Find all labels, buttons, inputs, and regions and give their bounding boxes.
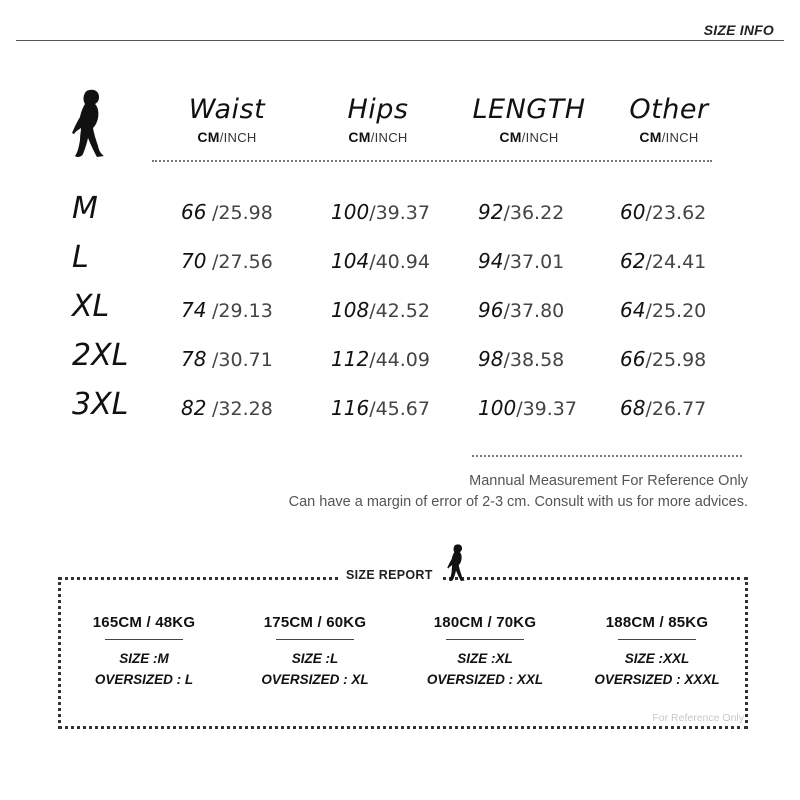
column-name: LENGTH xyxy=(472,94,586,125)
report-oversized: OVERSIZED : XL xyxy=(261,672,369,687)
cell-2xl-waist: 78 /30.71 xyxy=(181,347,273,371)
report-measurement: 188CM / 85KG xyxy=(605,614,709,631)
column-header-waist xyxy=(152,94,302,145)
cell-3xl-waist: 82 /32.28 xyxy=(181,396,273,420)
column-header-other xyxy=(594,94,744,145)
cell-2xl-length: 98/38.58 xyxy=(478,347,565,371)
column-name: Hips xyxy=(347,94,409,125)
column-unit: CM/INCH xyxy=(639,129,699,145)
report-item-divider xyxy=(446,639,524,640)
report-measurement: 180CM / 70KG xyxy=(433,614,537,631)
page-title: SIZE INFO xyxy=(703,22,774,38)
size-label-l: L xyxy=(72,240,89,275)
report-measurement: 175CM / 60KG xyxy=(263,614,367,631)
column-name: Other xyxy=(629,94,709,125)
note-margin-of-error: Can have a margin of error of 2-3 cm. Consult with us for more advices. xyxy=(288,494,748,510)
header-divider xyxy=(16,40,784,41)
column-unit: CM/INCH xyxy=(348,129,408,145)
cell-3xl-other: 68/26.77 xyxy=(620,396,707,420)
report-item-3 xyxy=(400,614,570,690)
cell-l-other: 62/24.41 xyxy=(620,249,707,273)
report-size: SIZE :XL xyxy=(457,651,513,666)
size-label-3xl: 3XL xyxy=(72,387,129,422)
size-label-2xl: 2XL xyxy=(72,338,129,373)
size-label-m: M xyxy=(72,191,98,226)
report-oversized: OVERSIZED : XXL xyxy=(426,672,544,687)
report-item-4 xyxy=(572,614,742,690)
size-label-xl: XL xyxy=(72,289,110,324)
notes-dotted-divider xyxy=(472,455,742,457)
cell-xl-waist: 74 /29.13 xyxy=(181,298,273,322)
report-size: SIZE :L xyxy=(291,651,339,666)
cell-l-hips: 104/40.94 xyxy=(331,249,430,273)
cell-m-waist: 66 /25.98 xyxy=(181,200,273,224)
cell-2xl-hips: 112/44.09 xyxy=(331,347,430,371)
note-reference: Mannual Measurement For Reference Only xyxy=(469,473,748,489)
column-header-hips xyxy=(303,94,453,145)
report-measurement: 165CM / 48KG xyxy=(92,614,196,631)
report-item-2 xyxy=(230,614,400,690)
report-reference-footer: For Reference Only xyxy=(652,712,744,724)
report-item-1 xyxy=(59,614,229,690)
report-size: SIZE :M xyxy=(119,651,169,666)
column-header-length xyxy=(454,94,604,145)
cell-m-other: 60/23.62 xyxy=(620,200,707,224)
report-item-divider xyxy=(618,639,696,640)
walking-ape-silhouette-small-icon xyxy=(444,543,468,583)
cell-m-length: 92/36.22 xyxy=(478,200,565,224)
column-unit: CM/INCH xyxy=(197,129,257,145)
cell-xl-hips: 108/42.52 xyxy=(331,298,430,322)
report-item-divider xyxy=(105,639,183,640)
column-name: Waist xyxy=(188,94,266,125)
cell-3xl-hips: 116/45.67 xyxy=(331,396,430,420)
cell-m-hips: 100/39.37 xyxy=(331,200,430,224)
cell-xl-length: 96/37.80 xyxy=(478,298,565,322)
cell-l-length: 94/37.01 xyxy=(478,249,565,273)
size-report-title: SIZE REPORT xyxy=(338,568,441,582)
header-dotted-divider xyxy=(152,160,712,162)
report-oversized: OVERSIZED : L xyxy=(94,672,194,687)
cell-l-waist: 70 /27.56 xyxy=(181,249,273,273)
report-size: SIZE :XXL xyxy=(624,651,690,666)
cell-3xl-length: 100/39.37 xyxy=(478,396,577,420)
cell-xl-other: 64/25.20 xyxy=(620,298,707,322)
cell-2xl-other: 66/25.98 xyxy=(620,347,707,371)
column-unit: CM/INCH xyxy=(499,129,559,145)
report-oversized: OVERSIZED : XXXL xyxy=(594,672,720,687)
report-item-divider xyxy=(276,639,354,640)
walking-ape-silhouette-icon xyxy=(66,88,110,160)
